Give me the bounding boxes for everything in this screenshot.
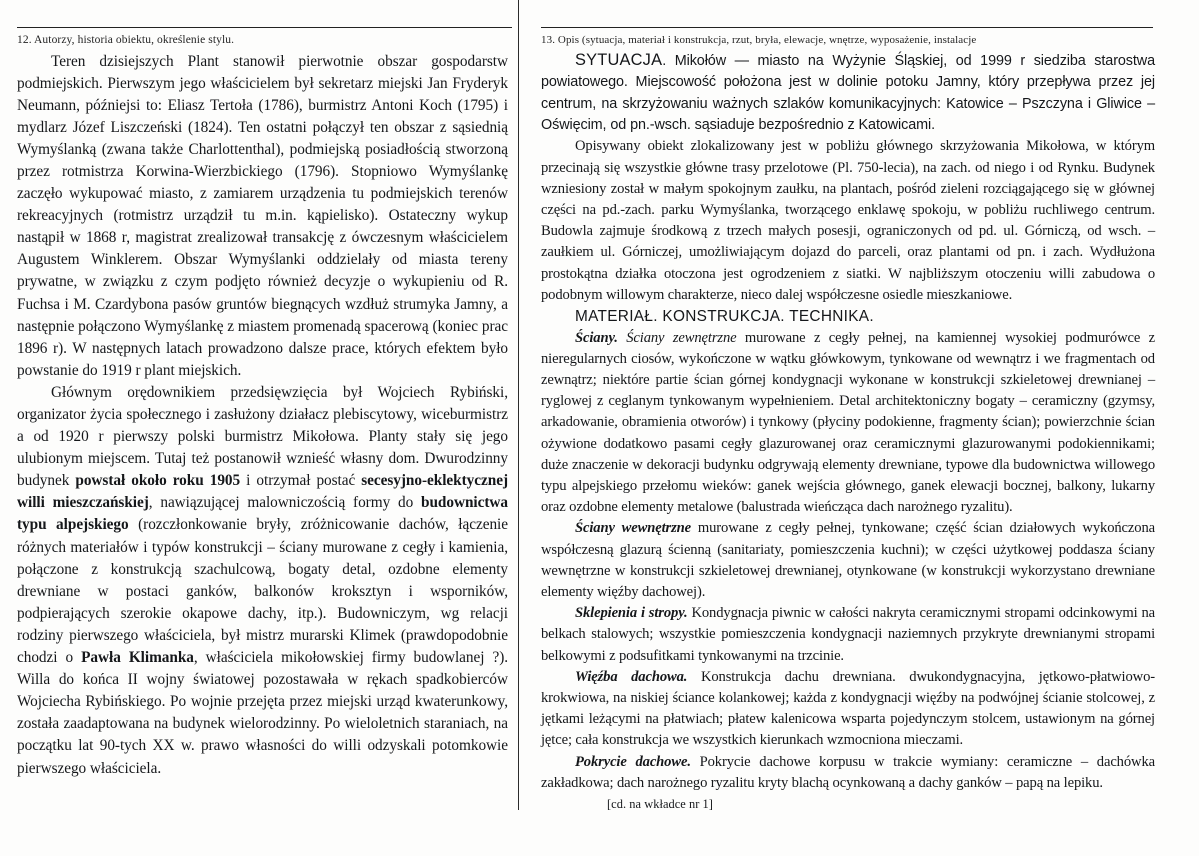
- run-bold-powstal-1905: powstał około roku 1905: [75, 472, 241, 490]
- run-text: . Mikołów — miasto na Wyżynie Śląskiej, od 1999 r siedziba starostwa powiatowego. Miejscowość położona jest w dolinie potoku Jamny, który przepływa przez jej centrum, na skrzyżowaniu ważnych szlaków komunikacyjnych: Katowice – Pszczyna i Gliwice – Oświęcim, od pn.-wsch. sąsiaduje bezpośrednio z Katowicami.: [541, 52, 1155, 134]
- run-italic-sciany-zewnetrzne: Ściany zewnętrzne: [626, 329, 737, 346]
- run-text: Pokrycie dachowe korpusu w trakcie wymiany: ceramiczne – dachówka zakładkowa; dach narożnego ryzalitu kryty blachą ocynkowaną a dachy ganków – papą na lepiku.: [541, 753, 1155, 791]
- run-text: Kondygnacja piwnic w całości nakryta ceramicznymi stropami odcinkowymi na belkach stalowych; wszystkie pomieszczenia kondygnacji naziemnych przykryte drewnianymi stropami belkowymi z podsufitkami tynkowanymi na trzcinie.: [541, 605, 1155, 664]
- run-bold-typ-alpejski: budownictwa typu alpejskiego: [17, 494, 508, 534]
- run-text: Opisywany obiekt zlokalizowany jest w pobliżu głównego skrzyżowania Mikołowa, w którym przecinają się wszystkie główne trasy przelotowe (Pl. 750-lecia), na zach. od niego i od Rynku. Budynek wzniesiony został w małym spokojnym zaułku, na plantach, pośród zieleni rozciągającego się w głównej części na pd.-zach. parku Wymyślanka, tworzącego enklawę spokoju, w pobliżu ruchliwego centrum. Budowla zajmuje środkową z trzech małych posesji, ograniczonych od pd. ul. Górniczą, od wsch. – zaułkiem ul. Górniczej, umożliwiającym dojazd do parceli, oraz plantami od pn. i zach. Wydłużona prostokątna działka otoczona jest ogrodzeniem z siatki. W najbliższym otoczeniu willi zabudowa o podobnym willowym charakterze, nieco dalej współczesne osiedle mieszkaniowe.: [541, 138, 1155, 303]
- heading-sytuacja: SYTUACJA: [575, 50, 663, 69]
- paragraph-rybinski: [17, 382, 508, 780]
- continuation-footnote: [cd. na wkładce nr 1]: [607, 796, 713, 811]
- run-text: , właściciela mikołowskiej firmy budowlanej ?). Willa do końca II wojny światowej pozostawała w rękach spadkobierców Wojciecha Rybińskiego. Po wojnie przejęta przez miejski urząd kwaterunkowy, została zaadaptowana na budynek wielorodzinny. Po wieloletnich staraniach, na początku lat 90-tych XX w. prawo własności do willi odzyskali potomkowie pierwszego właściciela.: [17, 649, 509, 777]
- paragraph-sklepienia-i-stropy: [541, 603, 1155, 667]
- paragraph-sciany-zewnetrzne: [541, 328, 1155, 519]
- run-text: (rozczłonkowanie bryły, zróżnicowanie dachów, łączenie różnych materiałów i typów konstrukcji – ściany murowane z cegły i kamienia, połączone z konstrukcją szachulcową, bogaty detal, ozdobne elementy drewniane w postaci ganków, balkonów kroksztyn i wsporników, podpierających szerokie okapowe dachy, itp.). Budowniczym, wg relacji rodziny pierwszego właściciela, był mistrz murarski Klimek (prawdopodobnie chodzi o: [17, 516, 508, 667]
- run-text: , nawiązującej malowniczością formy do: [148, 494, 421, 512]
- run-text: Głównym orędownikiem przedsięwzięcia był Wojciech Rybiński, organizator życia społecznego i zasłużony działacz plebiscytowy, wiceburmistrz a od 1920 r pierwszy polski burmistrz Mikołowa. Planty stały się jego ulubionym miejscem. Tutaj też postanowił wznieść własny dom. Dwurodzinny budynek: [17, 383, 508, 490]
- right-column-top-rule: [541, 27, 1153, 28]
- lead-sciany: Ściany.: [575, 329, 618, 346]
- section-header-12: 12. Autorzy, historia obiektu, określenie stylu.: [17, 34, 235, 46]
- section-header-13: 13. Opis (sytuacja, materiał i konstrukcja, rzut, bryła, elewacje, wnętrze, wyposażenie, instalacje: [541, 34, 977, 46]
- lead-sciany-wewnetrzne: Ściany wewnętrzne: [575, 520, 692, 537]
- paragraph-sytuacja: [541, 50, 1155, 137]
- lead-wiezba-dachowa: Więźba dachowa.: [575, 668, 688, 685]
- paragraph-teren-plant: [17, 51, 508, 382]
- paragraph-pokrycie-dachowe: [541, 752, 1155, 794]
- paragraph-sciany-wewnetrzne: [541, 518, 1155, 603]
- run-text: Konstrukcja dachu drewniana. dwukondygnacyjna, jętkowo-płatwiowo-krokwiowa, na niskiej ściance kolankowej; każda z kondygnacji więźby na podwójnej ścianie stolcowej, z jętkami leżącymi na płatwiach; płatew kalenicowa wsparta pojedynczym stolcem, ustawionym na górnej jętce; cała konstrukcja we wszystkich kierunkach wzmocniona mieczami.: [541, 668, 1155, 749]
- left-column: [0, 0, 518, 780]
- run-bold-pawel-klimanek: Pawła Klimanka: [81, 649, 194, 667]
- lead-sklepienia-i-stropy: Sklepienia i stropy.: [575, 605, 688, 622]
- run-text: murowane z cegły pełnej, na kamiennej wysokiej podmurówce z nieregularnych ciosów, wykończone w wątku główkowym, tynkowane od wewnątrz i we fragmentach od zewnątrz; niektóre partie ścian górnej kondygnacji wykonane w konstrukcji szkieletowej drewnianej – ryglowej z ceglanym tynkowanym wypełnieniem. Detal architektoniczny bogaty – ceramiczny (gzymsy, arkadowanie, obramienia otworów) i tynkowy (płyciny podokienne, fragmenty ścian); powierzchnie ścian ożywione dodatkowo pasami cegły glazurowanej oraz ceramicznymi glazurowanymi podokiennikami; duże znaczenie w dekoracji budynku odgrywają elementy drewniane, typowe dla budownictwa willowego typu alpejskiego przełomu wieków: ganek wejścia głównego, ganek elewacji bocznej, balkony, lukarny oraz ozdobne elementy metalowe (balustrada wieńcząca dach narożnego ryzalitu).: [541, 329, 1155, 516]
- run-text: Teren dzisiejszych Plant stanowił pierwotnie obszar gospodarstw podmiejskich. Pierwszym jego właścicielem był sekretarz miejski Jan Fryderyk Neumann, późniejsi to: Eliasz Tertoła (1786), burmistrz Antoni Koch (1795) i mydlarz Józef Liszczeński (1824). Ten ostatni połączył ten obszar z sąsiednią Wymyślanką (zwana także Charlottenthal), podmiejską posiadłością stworzoną przez rotmistrza Korwina-Wierzbickiego (1796). Stopniowo Wymyślankę zaczęło wykupować miasto, z zamiarem urządzenia tu podmiejskich terenów rekreacyjnych (rotmistrz urządził tu m.in. kąpielisko). Ostateczny wykup nastąpił w 1868 r, magistrat zrealizował transakcję z ówczesnym właścicielem Augustem Winklerem. Obszar Wymyślanki oddzielały od miasta tereny prywatne, w związku z czym podjęto również decyzje o wykupieniu od R. Fuchsa i M. Czardybona pasów gruntów biegnących wzdłuż strumyka Jamny, a następnie połączono Wymyślankę z miastem promenadą spacerową (koniec prac 1896 r). W następnych latach prowadzono dalsze prace, których efektem było powstanie do 1919 r plant miejskich.: [17, 52, 508, 379]
- run-space: [618, 330, 626, 346]
- lead-pokrycie-dachowe: Pokrycie dachowe.: [575, 753, 691, 770]
- run-bold-willa-mieszczanska: secesyjno-eklektycznej willi mieszczańskiej: [17, 472, 508, 512]
- paragraph-wiezba-dachowa: [541, 667, 1155, 752]
- left-column-top-rule: [17, 27, 512, 28]
- right-column: [518, 0, 1199, 810]
- paragraph-lokalizacja: [541, 136, 1155, 306]
- run-text: i otrzymał postać: [240, 472, 362, 490]
- run-text: murowane z cegły pełnej, tynkowane; część ścian działowych wykończona współczesną glazurą ścienną (sanitariaty, pomieszczenia kuchni); w części użytkowej poddasza ściany wewnętrzne w konstrukcji szkieletowej drewnianej, otynkowane (w konstrukcji wykorzystano drewniane elementy więźby dachowej).: [541, 520, 1155, 600]
- heading-material-konstrukcja-technika: MATERIAŁ. KONSTRUKCJA. TECHNIKA.: [575, 308, 874, 326]
